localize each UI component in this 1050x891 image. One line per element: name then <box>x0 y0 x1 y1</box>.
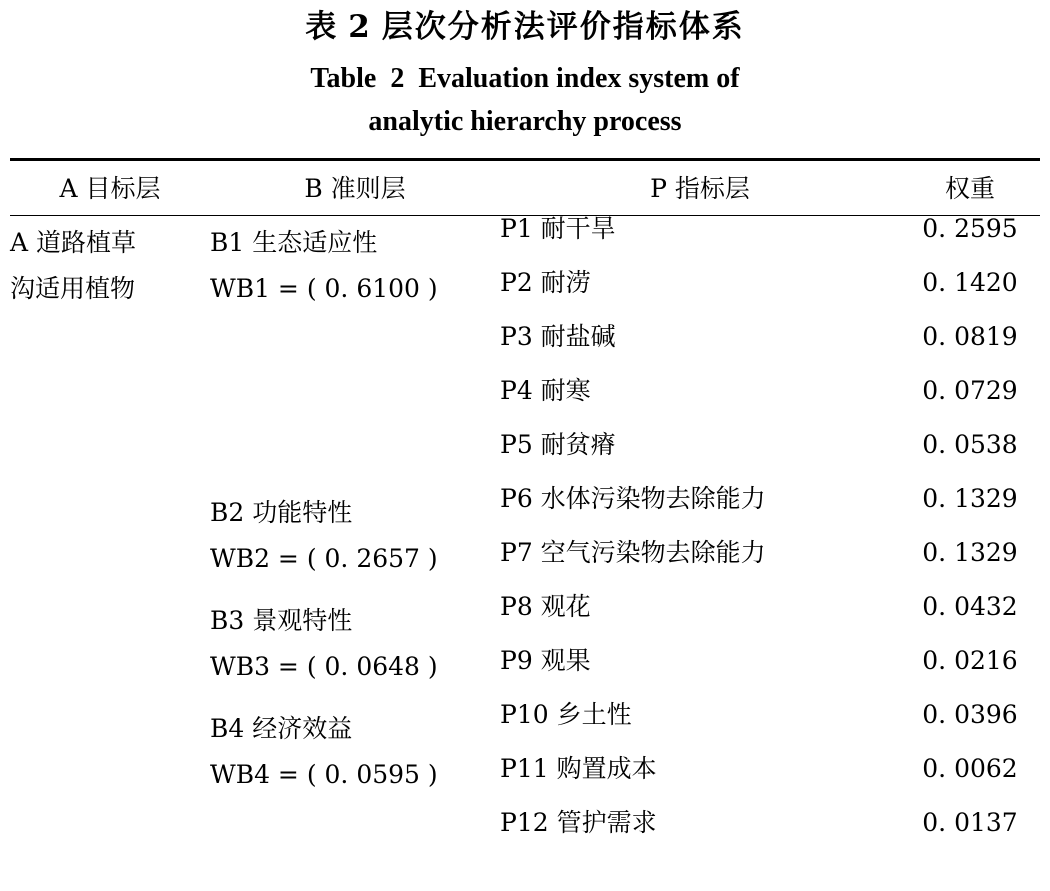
criteria-cell-b4 <box>210 702 500 864</box>
index-label-p9: P9 观果 <box>500 645 591 675</box>
caption-en-text1: Evaluation index system of <box>418 62 740 94</box>
index-label-p12: P12 管护需求 <box>500 807 657 837</box>
index-weight-p10: 0. 0396 <box>922 699 1018 729</box>
index-label-p3: P3 耐盐碱 <box>500 321 616 351</box>
header-weight: 权重 <box>944 173 995 203</box>
criteria-weight-b1: WB1 = ( 0. 6100 ) <box>210 273 438 303</box>
caption-cn-text: 层次分析法评价指标体系 <box>381 9 745 45</box>
caption-en-text2: analytic hierarchy process <box>368 106 682 138</box>
index-label-p6: P6 水体污染物去除能力 <box>500 483 766 513</box>
goal-line-1: A 道路植草 <box>10 227 137 257</box>
header-index-layer: P 指标层 <box>650 173 750 203</box>
criteria-name-b2: B2 功能特性 <box>210 497 353 527</box>
index-weight-p8: 0. 0432 <box>922 591 1018 621</box>
goal-line-2: 沟适用植物 <box>10 273 136 303</box>
index-weight-p5: 0. 0538 <box>922 429 1018 459</box>
table-row <box>10 216 1040 270</box>
index-label-p8: P8 观花 <box>500 591 591 621</box>
index-label-p7: P7 空气污染物去除能力 <box>500 537 766 567</box>
index-label-p5: P5 耐贫瘠 <box>500 429 616 459</box>
index-weight-p7: 0. 1329 <box>922 537 1018 567</box>
criteria-cell-b2 <box>210 486 500 594</box>
caption-en-line2 <box>10 100 1040 143</box>
header-goal-layer: A 目标层 <box>59 173 161 203</box>
index-label-p4: P4 耐寒 <box>500 375 591 405</box>
table-header-row <box>10 161 1040 216</box>
document-page <box>0 8 1050 891</box>
table-caption-english <box>10 57 1040 144</box>
caption-cn-number: 2 <box>348 9 372 45</box>
criteria-name-b4: B4 经济效益 <box>210 713 353 743</box>
evaluation-index-table <box>10 158 1040 864</box>
criteria-weight-b4: WB4 = ( 0. 0595 ) <box>210 759 438 789</box>
index-label-p2: P2 耐涝 <box>500 267 591 297</box>
index-label-p1: P1 耐干旱 <box>500 213 616 243</box>
caption-cn-label: 表 <box>305 9 339 45</box>
index-weight-p4: 0. 0729 <box>922 375 1018 405</box>
criteria-cell-b3 <box>210 594 500 702</box>
index-label-p11: P11 购置成本 <box>500 753 657 783</box>
table-caption-chinese <box>10 8 1040 47</box>
goal-cell <box>10 216 210 864</box>
criteria-weight-b2: WB2 = ( 0. 2657 ) <box>210 543 438 573</box>
index-weight-p1: 0. 2595 <box>922 213 1018 243</box>
criteria-weight-b3: WB3 = ( 0. 0648 ) <box>210 651 438 681</box>
header-criteria-layer: B 准则层 <box>304 173 406 203</box>
caption-en-number: 2 <box>390 62 405 94</box>
criteria-name-b1: B1 生态适应性 <box>210 227 378 257</box>
index-label-p10: P10 乡土性 <box>500 699 632 729</box>
criteria-name-b3: B3 景观特性 <box>210 605 353 635</box>
index-weight-p6: 0. 1329 <box>922 483 1018 513</box>
index-weight-p11: 0. 0062 <box>922 753 1018 783</box>
caption-en-label: Table <box>310 62 377 94</box>
index-weight-p3: 0. 0819 <box>922 321 1018 351</box>
index-weight-p2: 0. 1420 <box>922 267 1018 297</box>
index-weight-p9: 0. 0216 <box>922 645 1018 675</box>
criteria-cell-b1 <box>210 216 500 486</box>
index-weight-p12: 0. 0137 <box>922 807 1018 837</box>
caption-en-line1 <box>10 57 1040 100</box>
